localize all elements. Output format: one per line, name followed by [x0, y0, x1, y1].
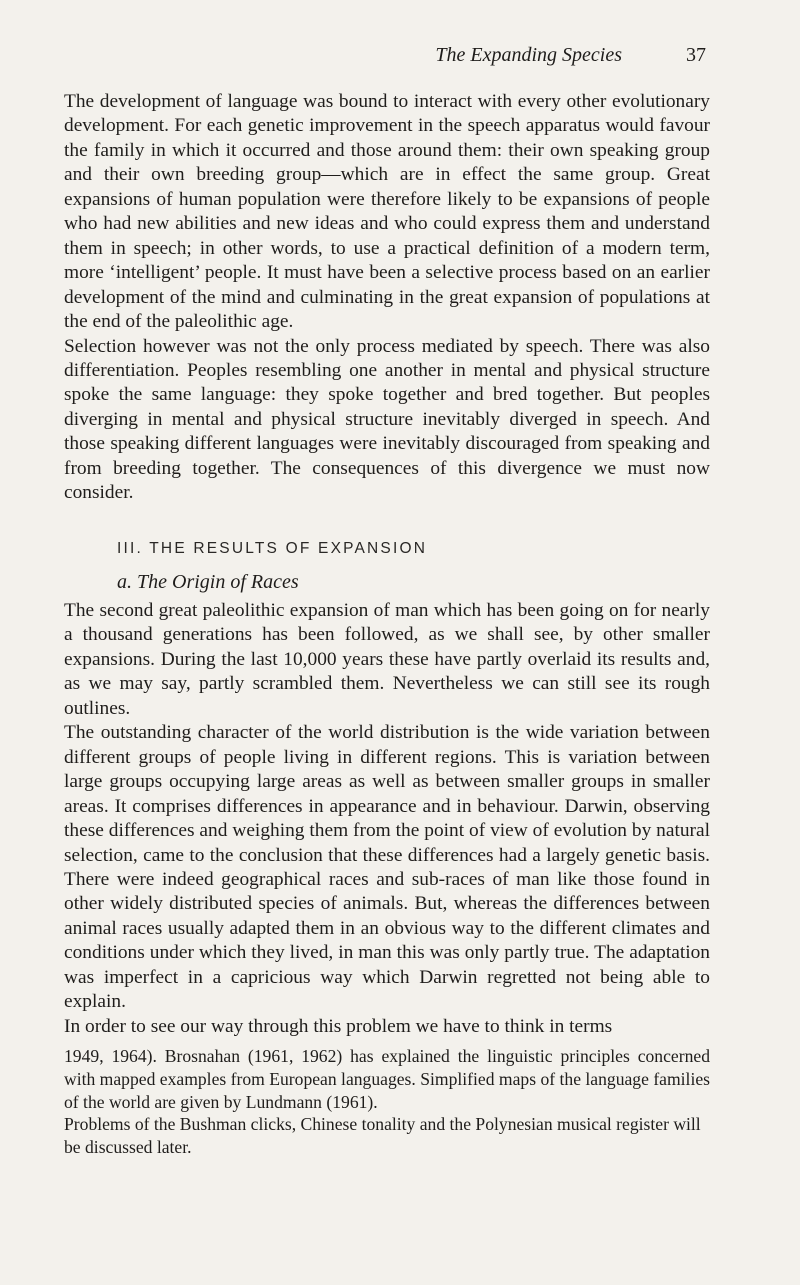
page-number: 37 [686, 44, 706, 66]
paragraph: The outstanding character of the world distribution is the wide variation between different groups of people living in different regions. This is variation between large groups occupying large areas as well as between smaller groups in smaller areas. It comprises differences in appearance and in behaviour. Darwin, observing these differences and weighing them from the point of view of evolution by natural selection, came to the conclusion that these differences had a largely genetic basis. There were indeed geographical races and sub-races of man like those found in other widely distributed species of animals. But, whereas the differences between animal races usually adapted them in an obvious way to the different climates and conditions under which they lived, in man this was only partly true. The adaptation was imperfect in a capricious way which Darwin regretted not being able to explain. [64, 722, 710, 1013]
footnote-paragraph: 1949, 1964). Brosnahan (1961, 1962) has explained the linguistic principles concerned with mapped examples from European languages. Simplified maps of the language families of the world are given by Lundmann (1961). [64, 1046, 710, 1112]
body-text-section-2 [64, 599, 710, 1039]
paragraph: Selection however was not the only process mediated by speech. There was also differentiation. Peoples resembling one another in mental and physical structure spoke the same language: they spoke together and bred together. But peoples diverging in mental and physical structure inevitably diverged in speech. And those speaking different languages were inevitably discouraged from speaking and from breeding together. The consequences of this divergence we must now consider. [64, 335, 710, 504]
paragraph: The second great paleolithic expansion of man which has been going on for nearly a thousand generations has been followed, as we shall see, by other smaller expansions. During the last 10,000 years these have partly overlaid its results and, as we may say, partly scrambled them. Nevertheless we can still see its rough outlines. [64, 600, 710, 719]
section-heading: III. THE RESULTS OF EXPANSION [117, 540, 428, 557]
body-text-section-1 [64, 90, 710, 506]
footnote [64, 1045, 710, 1159]
running-head [0, 44, 800, 74]
paragraph: In order to see our way through this problem we have to think in terms [64, 1015, 613, 1037]
paragraph: The development of language was bound to interact with every other evolutionary development. For each genetic improvement in the speech apparatus would favour the family in which it occurred and those around them: their own speaking group and their own breeding group—which are in effect the same group. Great expansions of human population were therefore likely to be expansions of people who had new abilities and new ideas and who could express them and understand them in speech; in other words, to use a practical definition of a modern term, more ‘intelligent’ people. It must have been a selective process based on an earlier development of the mind and culminating in the great expansion of populations at the end of the paleolithic age. [64, 91, 710, 333]
footnote-paragraph: Problems of the Bushman clicks, Chinese tonality and the Polynesian musical register will be discussed later. [64, 1114, 701, 1158]
running-title: The Expanding Species [435, 44, 622, 66]
subsection-heading: a. The Origin of Races [117, 571, 299, 593]
